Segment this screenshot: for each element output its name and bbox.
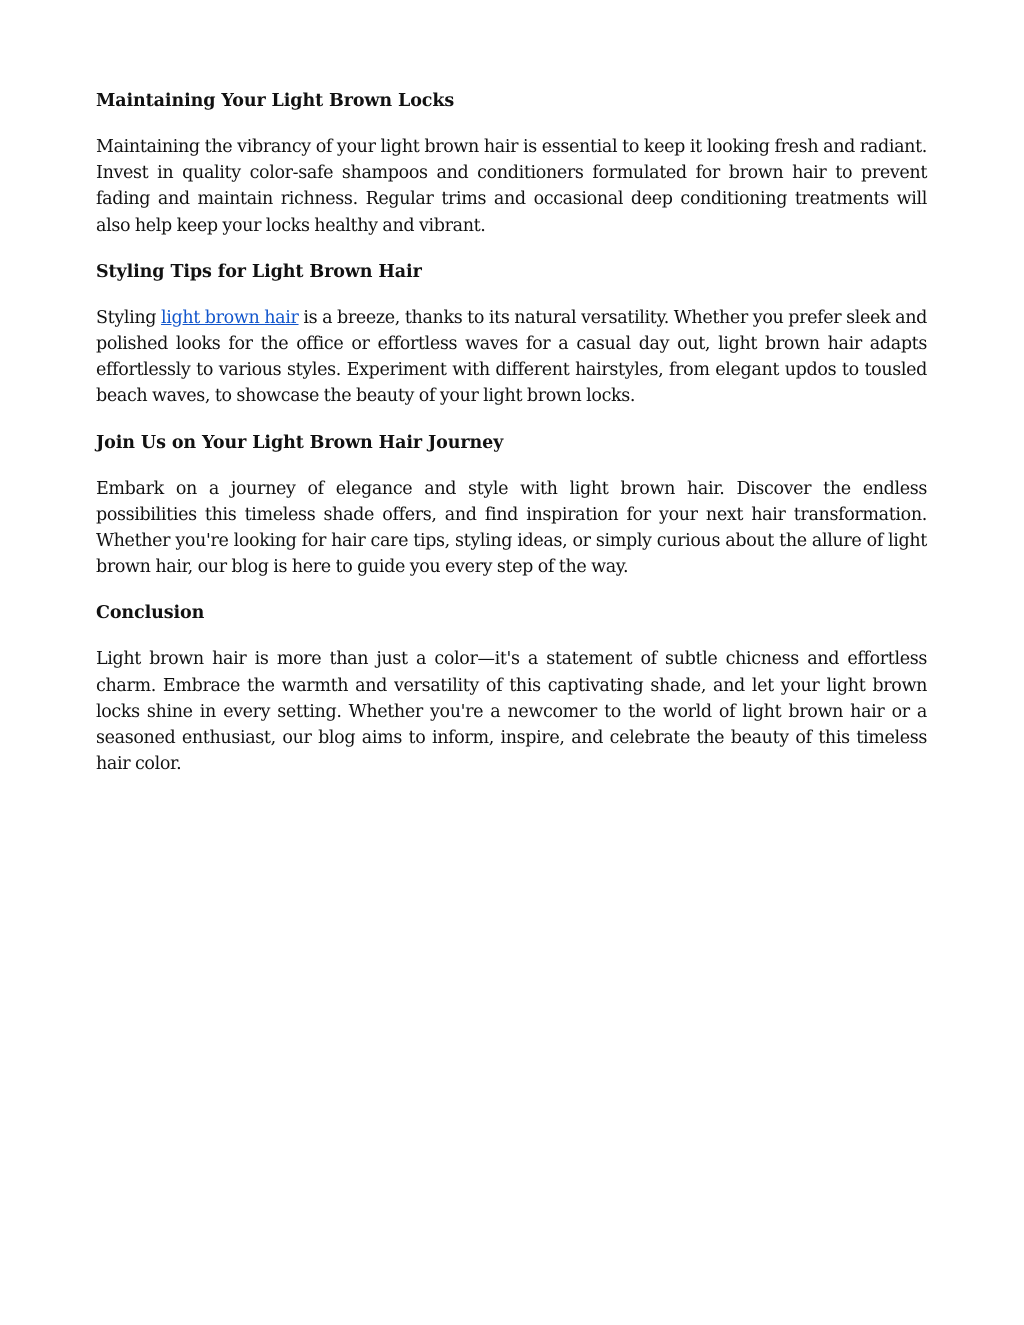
heading-conclusion: Conclusion	[96, 603, 205, 624]
paragraph-maintaining: Maintaining the vibrancy of your light brown hair is essential to keep it looking fresh and radiant. Invest in quality color-safe shampoos and conditioners formulated for brown hair to prevent fading and maintain richness. Regular trims and occasional deep conditioning treatments will also help keep your locks healthy and vibrant.	[96, 137, 927, 236]
heading-maintaining: Maintaining Your Light Brown Locks	[96, 91, 455, 111]
styling-text-before-link: Styling	[96, 307, 161, 328]
paragraph-journey: Embark on a journey of elegance and style with light brown hair. Discover the endless possibilities this timeless shade offers, and find inspiration for your next hair transformation. Whether you're looking for hair care tips, styling ideas, or simply curious about the allure of light brown hair, our blog is here to guide you every step of the way.	[96, 478, 927, 578]
styling-text-after-link: is a breeze, thanks to its natural versatility. Whether you prefer sleek and polished looks for the office or effortless waves for a casual day out, light brown hair adapts effortlessly to various styles. Experiment with different hairstyles, from elegant updos to tousled beach waves, to showcase the beauty of your light brown locks.	[96, 307, 928, 407]
paragraph-conclusion: Light brown hair is more than just a color—it's a statement of subtle chicness and effortless charm. Embrace the warmth and versatility of this captivating shade, and let your light brown locks shine in every setting. Whether you're a newcomer to the world of light brown hair or a seasoned enthusiast, our blog aims to inform, inspire, and celebrate the beauty of this timeless hair color.	[96, 649, 927, 775]
light-brown-hair-link[interactable]: light brown hair	[160, 307, 299, 328]
document-page	[96, 88, 927, 797]
heading-journey: Join Us on Your Light Brown Hair Journey	[96, 432, 504, 453]
heading-styling-tips: Styling Tips for Light Brown Hair	[96, 261, 422, 282]
paragraph-styling-tips	[96, 305, 927, 410]
